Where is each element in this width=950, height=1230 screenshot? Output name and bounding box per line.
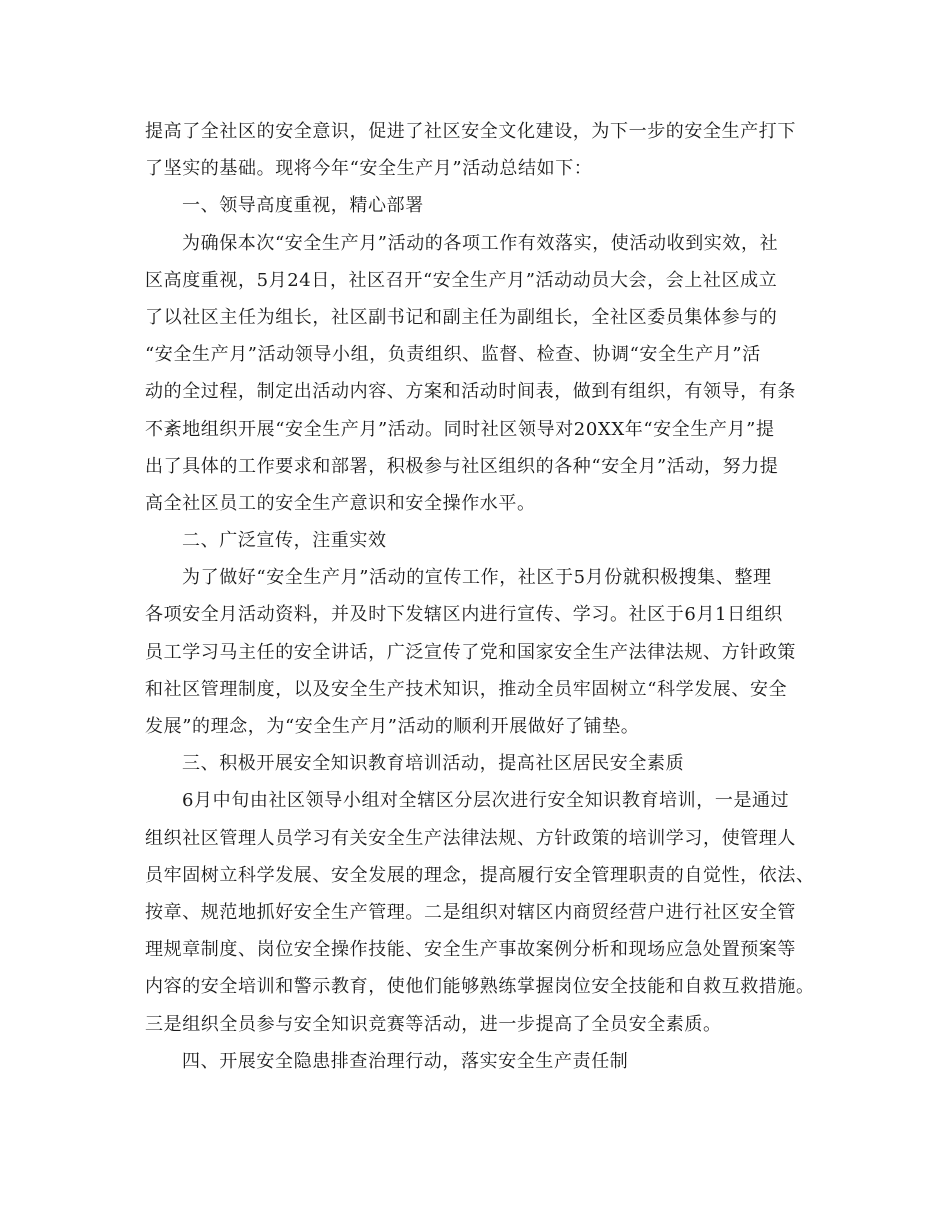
text-line: 提高了全社区的安全意识，促进了社区安全文化建设，为下一步的安全生产打下 (145, 121, 796, 142)
text-line: 按章、规范地抓好安全生产管理。二是组织对辖区内商贸经营户进行社区安全管 (145, 901, 796, 923)
paragraph-first-line: 为确保本次“安全生产月”活动的各项工作有效落实，使活动收到实效，社 (182, 232, 779, 254)
text-line: 员牢固树立科学发展、安全发展的理念，提高履行安全管理职责的自觉性，依法、 (145, 864, 815, 886)
section-heading: 四、开展安全隐患排查治理行动，落实安全生产责任制 (182, 1050, 629, 1072)
text-line: 了坚实的基础。现将今年“安全生产月”活动总结如下： (145, 158, 593, 180)
text-line: 和社区管理制度，以及安全生产技术知识，推动全员牢固树立“科学发展、安全 (145, 678, 788, 700)
text-line: 区高度重视，5月24日，社区召开“安全生产月”活动动员大会，会上社区成立 (145, 269, 778, 291)
text-line: 各项安全月活动资料，并及时下发辖区内进行宣传、学习。社区于6月1日组织 (145, 604, 783, 626)
text-line: 动的全过程，制定出活动内容、方案和活动时间表，做到有组织，有领导，有条 (145, 381, 796, 403)
paragraph-first-line: 6月中旬由社区领导小组对全辖区分层次进行安全知识教育培训，一是通过 (182, 790, 790, 812)
section-heading: 一、领导高度重视，精心部署 (182, 195, 424, 217)
text-line: 三是组织全员参与安全知识竞赛等活动，进一步提高了全员安全素质。 (145, 1013, 722, 1035)
text-line: “安全生产月”活动领导小组，负责组织、监督、检查、协调“安全生产月”活 (145, 344, 761, 366)
text-line: 员工学习马主任的安全讲话，广泛宣传了党和国家安全生产法律法规、方针政策 (145, 641, 796, 663)
text-line: 高全社区员工的安全生产意识和安全操作水平。 (145, 492, 536, 514)
text-line: 内容的安全培训和警示教育，使他们能够熟练掌握岗位安全技能和自救互救措施。 (145, 976, 815, 998)
text-line: 理规章制度、岗位安全操作技能、安全生产事故案例分析和现场应急处置预案等 (145, 939, 796, 961)
text-line: 了以社区主任为组长，社区副书记和副主任为副组长，全社区委员集体参与的 (145, 306, 778, 328)
paragraph-first-line: 为了做好“安全生产月”活动的宣传工作，社区于5月份就积极搜集、整理 (182, 567, 772, 589)
text-line: 出了具体的工作要求和部署，积极参与社区组织的各种“安全月”活动，努力提 (145, 455, 779, 477)
text-line: 发展”的理念，为“安全生产月”活动的顺利开展做好了铺垫。 (145, 716, 640, 737)
section-heading: 三、积极开展安全知识教育培训活动，提高社区居民安全素质 (182, 753, 685, 775)
text-line: 不紊地组织开展“安全生产月”活动。同时社区领导对20XX年“安全生产月”提 (145, 418, 775, 440)
document-body (145, 113, 815, 1080)
section-heading: 二、广泛宣传，注重实效 (182, 530, 387, 552)
text-line: 组织社区管理人员学习有关安全生产法律法规、方针政策的培训学习，使管理人 (145, 827, 796, 849)
